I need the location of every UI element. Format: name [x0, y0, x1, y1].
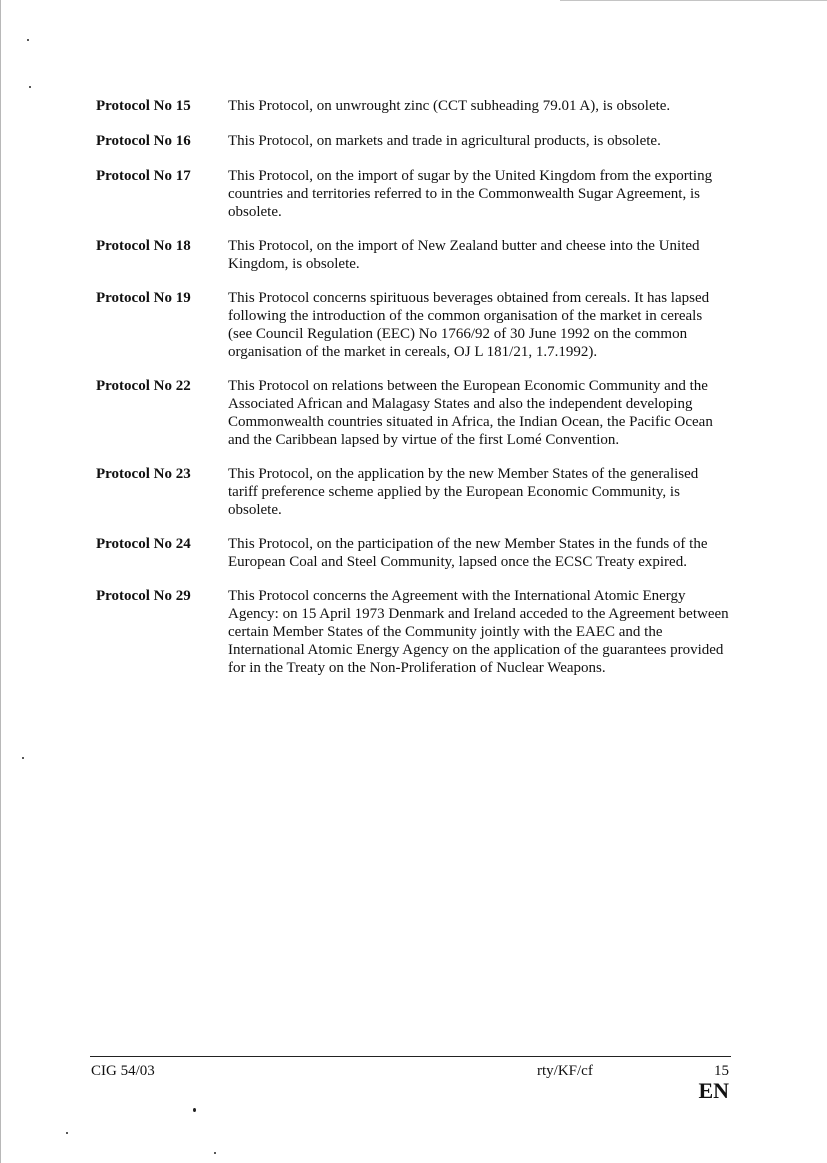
document-reference: CIG 54/03 [91, 1063, 155, 1079]
protocol-description: This Protocol, on the import of sugar by the United Kingdom from the exporting countries and territories referred to in the Commonwealth Sugar Agreement, is obsolete. [228, 168, 713, 220]
scan-speck [27, 39, 29, 41]
protocol-description: This Protocol concerns spirituous beverages obtained from cereals. It has lapsed following the introduction of the common organisation of the market in cereals (see Council Regulation (EEC) No 1766/92 of 30 June 1992 on the common organisation of the market in cereals, OJ L 181/21, 1.7.1992). [228, 290, 710, 360]
protocol-number: Protocol No 29 [96, 588, 191, 604]
protocol-list [96, 97, 736, 677]
scan-speck [29, 86, 31, 88]
protocol-description: This Protocol, on the application by the new Member States of the generalised tariff preference scheme applied by the European Economic Community, is obsolete. [228, 466, 699, 518]
scan-edge [560, 0, 827, 1]
protocol-entry [96, 132, 736, 150]
protocol-description: This Protocol, on the import of New Zealand butter and cheese into the United Kingdom, is obsolete. [228, 238, 700, 272]
protocol-entry [96, 377, 736, 449]
scan-speck [22, 757, 24, 759]
protocol-entry [96, 237, 736, 273]
protocol-entry [96, 587, 736, 677]
protocol-number: Protocol No 23 [96, 466, 191, 482]
scan-speck [66, 1132, 68, 1134]
footer-divider [90, 1056, 731, 1057]
protocol-description: This Protocol, on unwrought zinc (CCT subheading 79.01 A), is obsolete. [228, 98, 671, 114]
scan-edge [0, 0, 1, 1163]
scan-speck [214, 1152, 216, 1154]
protocol-entry [96, 97, 736, 115]
protocol-number: Protocol No 18 [96, 238, 191, 254]
protocol-number: Protocol No 22 [96, 378, 191, 394]
protocol-entry [96, 167, 736, 221]
scan-speck [193, 1108, 196, 1112]
protocol-description: This Protocol, on the participation of the new Member States in the funds of the European Coal and Steel Community, lapsed once the ECSC Treaty expired. [228, 536, 708, 570]
language-code: EN [698, 1078, 729, 1103]
protocol-entry [96, 535, 736, 571]
protocol-number: Protocol No 24 [96, 536, 191, 552]
protocol-entry [96, 289, 736, 361]
page-number: 15 [714, 1063, 729, 1079]
author-initials: rty/KF/cf [537, 1063, 593, 1079]
protocol-description: This Protocol on relations between the European Economic Community and the Associated African and Malagasy States and also the independent developing Commonwealth countries situated in Africa, the Indian Ocean, the Pacific Ocean and the Caribbean lapsed by virtue of the first Lomé Convention. [228, 378, 713, 448]
protocol-description: This Protocol concerns the Agreement with the International Atomic Energy Agency: on 15 April 1973 Denmark and Ireland acceded to the Agreement between certain Member States of the Community jointly with the EAEC and the International Atomic Energy Agency on the application of the guarantees provided for in the Treaty on the Non-Proliferation of Nuclear Weapons. [228, 588, 729, 676]
protocol-number: Protocol No 16 [96, 133, 191, 149]
protocol-number: Protocol No 15 [96, 98, 191, 114]
protocol-number: Protocol No 17 [96, 168, 191, 184]
protocol-number: Protocol No 19 [96, 290, 191, 306]
protocol-description: This Protocol, on markets and trade in agricultural products, is obsolete. [228, 133, 661, 149]
protocol-entry [96, 465, 736, 519]
